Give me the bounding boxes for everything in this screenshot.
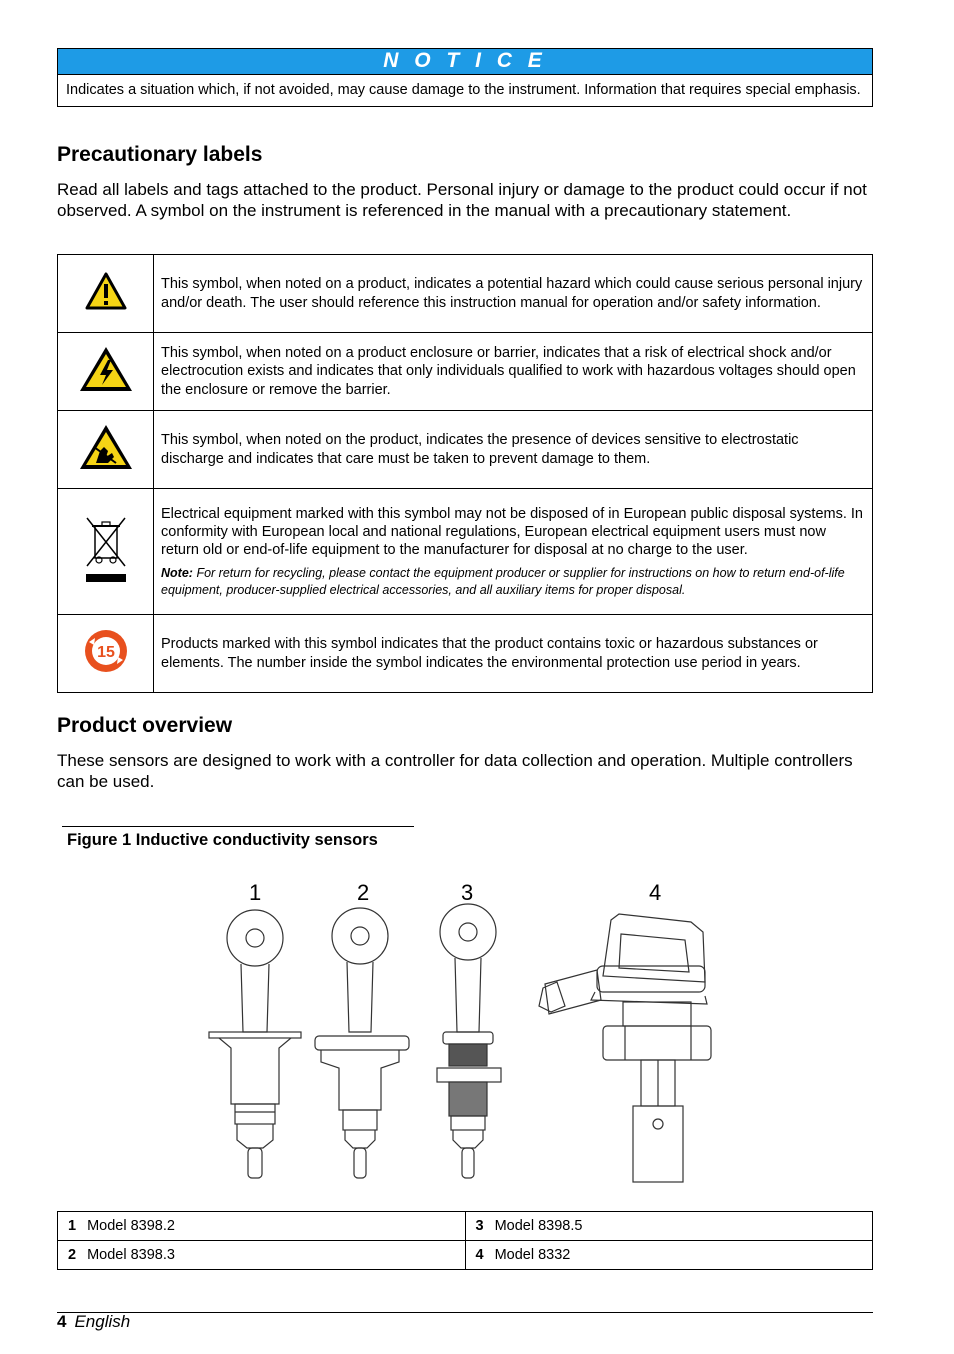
rohs-period-text: 15 <box>96 644 115 661</box>
footer-language: English <box>74 1312 131 1331</box>
figure-title: Figure 1 Inductive conductivity sensors <box>67 831 378 849</box>
note-text: For return for recycling, please contact the equipment producer or supplier for instructions on how to return end-of-life equipment, producer-supplied electrical accessories, and all auxiliary items for proper disposal. <box>161 566 845 597</box>
page-number: 4 <box>57 1312 67 1331</box>
esd-sensitive-icon <box>78 423 134 471</box>
precautionary-intro: Read all labels and tags attached to the product. Personal injury or damage to the product could occur if not observed. A symbol on the instrument is referenced in the manual with a precautionary statement. <box>57 180 867 220</box>
electrical-shock-icon <box>78 345 134 393</box>
legend-row <box>58 1212 873 1241</box>
label-row <box>58 489 873 615</box>
label-text: Products marked with this symbol indicates that the product contains toxic or hazardous substances or elements. The number inside the symbol indicates the environmental protection use period in years. <box>154 615 873 693</box>
callout-1: 1 <box>249 880 262 905</box>
legend-item <box>465 1212 873 1241</box>
warning-triangle-icon <box>85 272 127 310</box>
legend-label: Model 8398.5 <box>494 1218 583 1234</box>
sensor-model-8398-5 <box>437 904 501 1178</box>
product-overview-heading: Product overview <box>57 714 233 737</box>
page-footer <box>57 1312 130 1332</box>
legend-item <box>465 1241 873 1270</box>
legend-label: Model 8332 <box>494 1247 571 1263</box>
figure-legend-table <box>57 1211 873 1270</box>
label-note <box>161 565 864 598</box>
label-text: Electrical equipment marked with this symbol may not be disposed of in European public disposal systems. In conformity with European local and national regulations, European electrical equipment users must now return old or end-of-life equipment to the manufacturer for disposal at no charge to the user. <box>161 505 863 559</box>
product-overview-intro: These sensors are designed to work with a controller for data collection and operation. Multiple controllers can be used. <box>57 751 853 791</box>
sensor-model-8398-3 <box>315 908 409 1178</box>
legend-item <box>58 1241 466 1270</box>
label-row <box>58 255 873 333</box>
callout-4: 4 <box>649 880 662 905</box>
precautionary-labels-table <box>57 254 873 693</box>
notice-heading: N O T I C E <box>58 49 872 75</box>
label-row <box>58 333 873 411</box>
label-text: This symbol, when noted on a product, indicates a potential hazard which could cause serious personal injury and/or death. The user should reference this instruction manual for operation and/or safety information. <box>154 255 873 333</box>
legend-item <box>58 1212 466 1241</box>
legend-label: Model 8398.3 <box>87 1247 175 1263</box>
callout-2: 2 <box>357 880 370 905</box>
notice-box <box>57 48 873 107</box>
precautionary-labels-heading: Precautionary labels <box>57 143 263 166</box>
label-row <box>58 615 873 693</box>
legend-number: 1 <box>68 1218 77 1234</box>
label-row <box>58 411 873 489</box>
legend-row <box>58 1241 873 1270</box>
label-text: This symbol, when noted on a product enclosure or barrier, indicates that a risk of electrical shock and/or electrocution exists and indicates that only individuals qualified to work with hazardous voltages should open the enclosure or remove the barrier. <box>154 333 873 411</box>
callout-3: 3 <box>461 880 474 905</box>
figure-rule <box>62 826 414 827</box>
sensors-illustration <box>205 872 725 1188</box>
legend-number: 3 <box>475 1218 484 1234</box>
legend-number: 2 <box>68 1247 77 1263</box>
sensor-model-8332 <box>539 914 711 1182</box>
notice-text: Indicates a situation which, if not avoided, may cause damage to the instrument. Information that requires special emphasis. <box>66 82 861 98</box>
note-label: Note: <box>161 566 193 581</box>
weee-crossed-bin-icon <box>82 512 130 586</box>
legend-label: Model 8398.2 <box>87 1218 175 1234</box>
environmental-protection-15-icon <box>83 628 129 674</box>
sensor-model-8398-2 <box>209 910 301 1178</box>
legend-number: 4 <box>475 1247 484 1263</box>
label-text: This symbol, when noted on the product, indicates the presence of devices sensitive to electrostatic discharge and indicates that care must be taken to prevent damage to them. <box>154 411 873 489</box>
footer-rule <box>57 1312 873 1313</box>
